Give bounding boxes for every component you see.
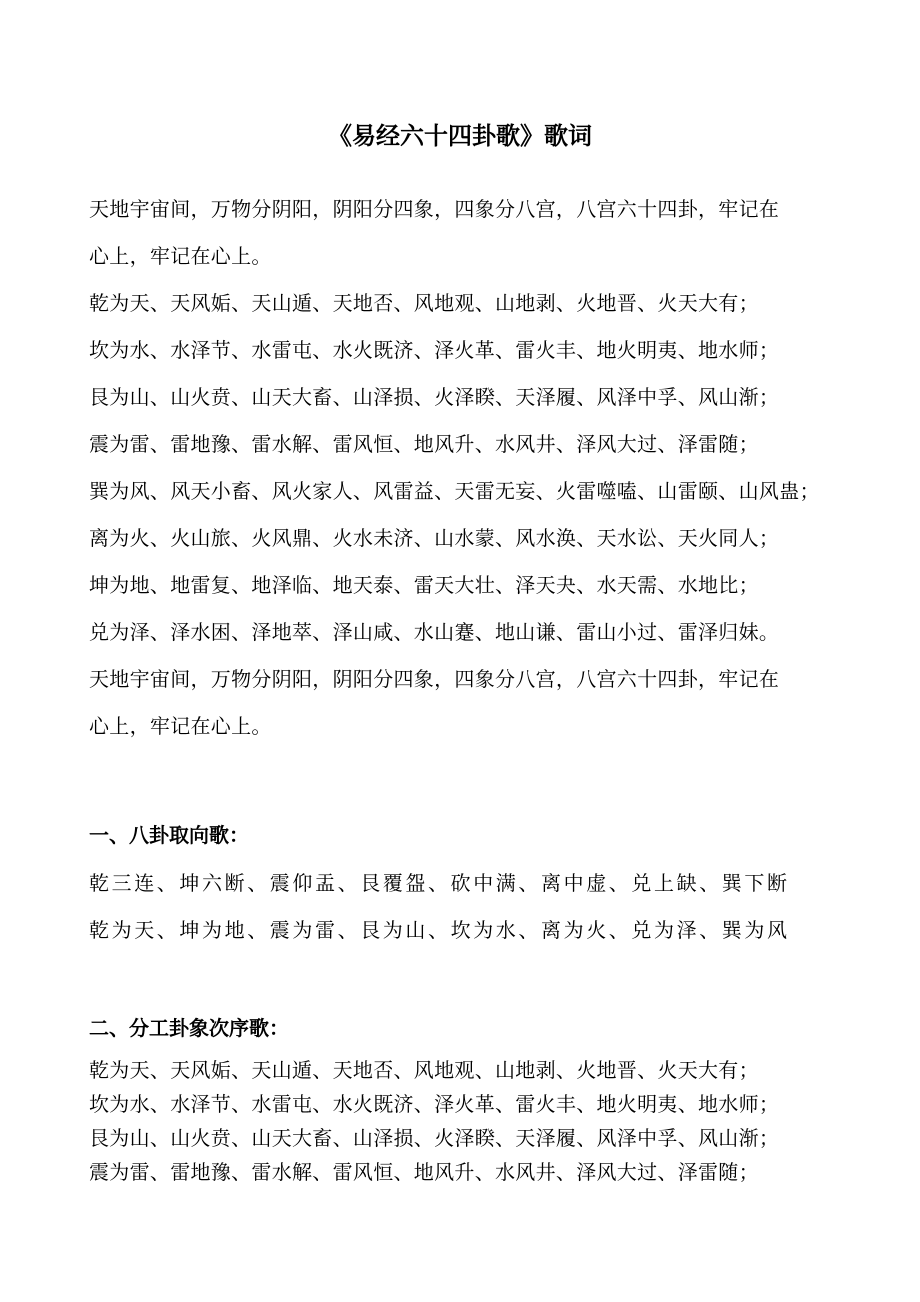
lyrics-line: 天地宇宙间，万物分阴阳，阴阳分四象，四象分八宫，八宫六十四卦，牢记在: [89, 197, 780, 221]
lyrics-line: 巽为风、风天小畜、风火家人、风雷益、天雷无妄、火雷噬嗑、山雷颐、山风蛊；: [89, 479, 820, 503]
bagua-line: 乾为天、坤为地、震为雷、艮为山、坎为水、离为火、兑为泽、巽为风: [89, 918, 790, 942]
lyrics-line: 心上，牢记在心上。: [89, 244, 272, 268]
order-line: 坎为水、水泽节、水雷屯、水火既济、泽火革、雷火丰、地火明夷、地水师；: [89, 1092, 780, 1116]
lyrics-line: 天地宇宙间，万物分阴阳，阴阳分四象，四象分八宫，八宫六十四卦，牢记在: [89, 667, 780, 691]
order-line: 震为雷、雷地豫、雷水解、雷风恒、地风升、水风井、泽风大过、泽雷随；: [89, 1160, 759, 1184]
lyrics-line: 心上，牢记在心上。: [89, 714, 272, 738]
lyrics-line: 震为雷、雷地豫、雷水解、雷风恒、地风升、水风井、泽风大过、泽雷随；: [89, 432, 759, 456]
order-line: 艮为山、山火贲、山天大畜、山泽损、火泽睽、天泽履、风泽中孚、风山渐；: [89, 1126, 780, 1150]
order-line: 乾为天、天风姤、天山遁、天地否、风地观、山地剥、火地晋、火天大有；: [89, 1058, 759, 1082]
order-block: [89, 1053, 849, 1189]
lyrics-block: [89, 186, 839, 750]
bagua-block: [89, 860, 849, 954]
document-title: 《易经六十四卦歌》歌词: [328, 121, 592, 150]
lyrics-line: 兑为泽、泽水困、泽地萃、泽山咸、水山蹇、地山谦、雷山小过、雷泽归妹。: [89, 620, 780, 644]
lyrics-line: 艮为山、山火贲、山天大畜、山泽损、火泽睽、天泽履、风泽中孚、风山渐；: [89, 385, 780, 409]
bagua-line: 乾三连、坤六断、震仰盂、艮覆盌、砍中满、离中虚、兑上缺、巽下断: [89, 871, 790, 895]
lyrics-line: 离为火、火山旅、火风鼎、火水未济、山水蒙、风水涣、天水讼、天火同人；: [89, 526, 780, 550]
lyrics-line: 乾为天、天风姤、天山遁、天地否、风地观、山地剥、火地晋、火天大有；: [89, 291, 759, 315]
section-heading-bagua: 一、八卦取向歌：: [89, 823, 249, 847]
section-heading-order: 二、分工卦象次序歌：: [89, 1016, 289, 1040]
lyrics-line: 坤为地、地雷复、地泽临、地天泰、雷天大壮、泽天夬、水天需、水地比；: [89, 573, 759, 597]
lyrics-line: 坎为水、水泽节、水雷屯、水火既济、泽火革、雷火丰、地火明夷、地水师；: [89, 338, 780, 362]
